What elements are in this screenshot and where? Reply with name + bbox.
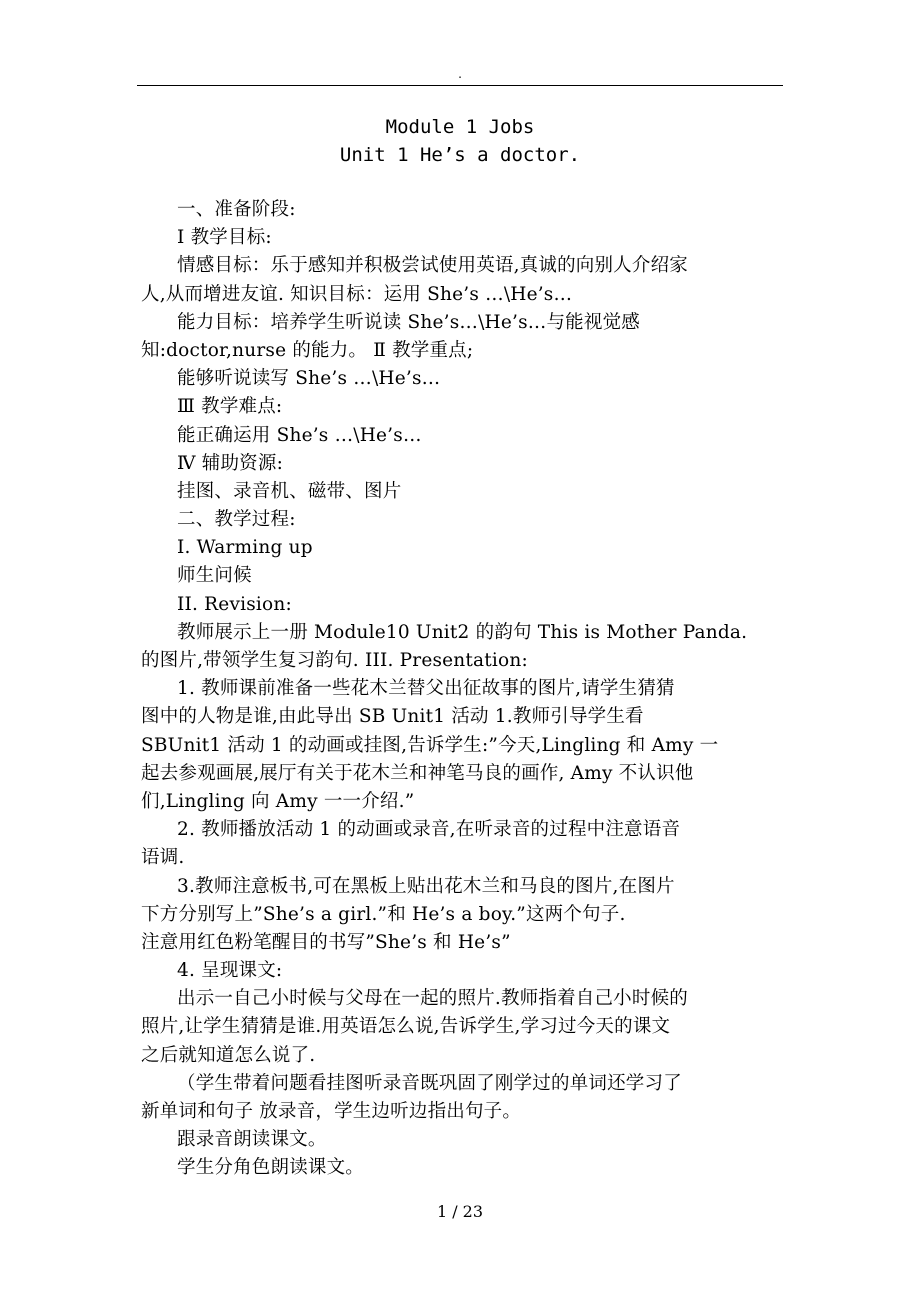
body-line: Ⅲ 教学难点: [177, 396, 283, 418]
body-line: 情感目标：乐于感知并积极尝试使用英语,真诚的向别人介绍家 [177, 255, 688, 277]
body-line: 2. 教师播放活动 1 的动画或录音,在听录音的过程中注意语音 [177, 819, 681, 841]
body-line: II. Revision: [177, 593, 292, 615]
body-line: 的图片,带领学生复习韵句. III. Presentation: [141, 650, 528, 671]
body-line: 图中的人物是谁,由此导出 SB Unit1 活动 1.教师引导学生看 [141, 706, 644, 728]
module-title: Module 1 Jobs [385, 116, 535, 138]
body-line: 下方分别写上”She’s a girl.”和 He’s a boy.”这两个句子. [141, 903, 626, 925]
body-line: Ⅰ 教学目标: [177, 227, 272, 249]
body-line: （学生带着问题看挂图听录音既巩固了刚学过的单词还学习了 [177, 1072, 682, 1094]
body-line: 3.教师注意板书,可在黑板上贴出花木兰和马良的图片,在图片 [177, 875, 675, 897]
unit-title: Unit 1 He’s a doctor. [339, 144, 581, 166]
body-line: 出示一自己小时候与父母在一起的照片.教师指着自己小时候的 [177, 988, 688, 1010]
body-line: 语调. [141, 847, 185, 869]
body-line: 之后就知道怎么说了. [141, 1044, 316, 1066]
page-number: 1 / 23 [436, 1202, 484, 1221]
body-line: 一、准备阶段: [177, 199, 296, 220]
body-line: 二、教学过程: [177, 509, 296, 531]
body-line: 能力目标：培养学生听说读 She’s…\He’s…与能视觉感 [177, 311, 640, 333]
body-line: 挂图、录音机、磁带、图片 [177, 480, 402, 502]
body-line: 师生问候 [177, 565, 252, 587]
body-line: I. Warming up [177, 537, 313, 559]
body-line: 注意用红色粉笔醒目的书写”She’s 和 He’s” [141, 931, 511, 953]
body-line: 起去参观画展,展厅有关于花木兰和神笔马良的画作, Amy 不认识他 [141, 762, 694, 784]
body-line: 照片,让学生猜猜是谁.用英语怎么说,告诉学生,学习过今天的课文 [141, 1016, 671, 1038]
body-line: 能正确运用 She’s …\He’s… [177, 424, 422, 446]
body-line: 1. 教师课前准备一些花木兰替父出征故事的图片,请学生猜猜 [177, 678, 675, 700]
body-line: SBUnit1 活动 1 的动画或挂图,告诉学生:”今天,Lingling 和 Amy 一 [141, 734, 719, 756]
body-line: 知:doctor,nurse 的能力。 Ⅱ 教学重点; [141, 339, 474, 361]
body-line: 教师展示上一册 Module10 Unit2 的韵句 This is Mother Panda. [177, 621, 748, 643]
lesson-plan-body [141, 196, 791, 1183]
body-line: 学生分角色朗读课文。 [177, 1157, 365, 1179]
header-mark: . [458, 67, 462, 81]
body-line: 能够听说读写 She’s …\He’s… [177, 368, 441, 390]
body-line: 跟录音朗读课文。 [177, 1129, 327, 1151]
body-line: 们,Lingling 向 Amy 一一介绍.” [141, 790, 415, 812]
body-line: 人,从而增进友谊. 知识目标：运用 She’s …\He’s… [141, 283, 573, 305]
body-line: 新单词和句子 放录音，学生边听边指出句子。 [141, 1101, 522, 1122]
header-rule [137, 85, 783, 86]
body-line: Ⅳ 辅助资源: [177, 452, 283, 474]
body-line: 4. 呈现课文: [177, 960, 283, 982]
